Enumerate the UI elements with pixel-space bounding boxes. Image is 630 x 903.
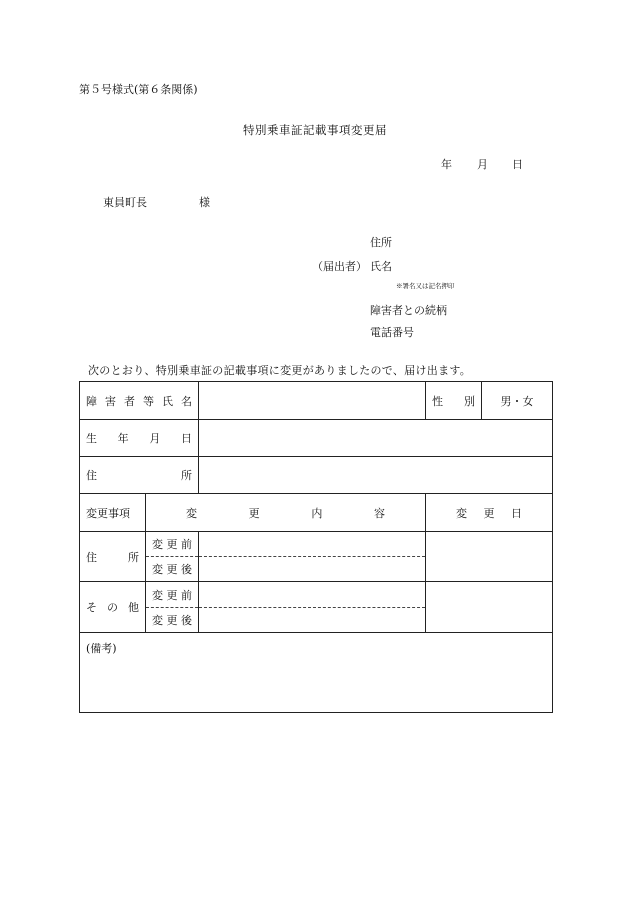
addressee-honorific: 様 xyxy=(199,196,210,209)
address-before-label: 変 更 前 xyxy=(146,532,199,557)
gender-label: 性 別 xyxy=(426,382,482,420)
form-title: 特別乗車証記載事項変更届 xyxy=(243,123,387,137)
relationship-label: 障害者との続柄 xyxy=(370,304,447,317)
person-name-label: 障 害 者 等 氏 名 xyxy=(80,382,199,420)
table-row xyxy=(80,420,553,457)
date-year-label: 年 xyxy=(441,158,452,171)
other-change-date-field[interactable] xyxy=(426,582,553,633)
addressee xyxy=(103,194,210,210)
change-item-header: 変更事項 xyxy=(80,494,146,532)
remarks-field[interactable] xyxy=(80,633,553,713)
change-content-header: 変 更 内 容 xyxy=(146,494,426,532)
table-row xyxy=(80,457,553,494)
intro-text: 次のとおり、特別乗車証の記載事項に変更がありましたので、届け出ます。 xyxy=(88,364,472,377)
address-change-label: 住 所 xyxy=(80,532,146,582)
addressee-name: 東員町長 xyxy=(103,196,147,209)
table-row xyxy=(80,494,553,532)
applicant-label: （届出者） xyxy=(312,260,367,273)
birthdate-label: 生 年 月 日 xyxy=(80,420,199,457)
applicant-name-label: 氏名 xyxy=(370,260,392,273)
form-number: 第５号様式(第６条関係) xyxy=(79,83,198,96)
gender-options[interactable]: 男・女 xyxy=(482,382,553,420)
phone-label: 電話番号 xyxy=(370,326,414,339)
change-form-table xyxy=(79,381,553,713)
address-label: 住 所 xyxy=(80,457,199,494)
other-before-label: 変 更 前 xyxy=(146,582,199,608)
other-after-label: 変 更 後 xyxy=(146,608,199,633)
applicant-address-label: 住所 xyxy=(370,236,392,249)
other-before-field[interactable] xyxy=(199,582,426,608)
table-row xyxy=(80,532,553,557)
date-month-label: 月 xyxy=(477,158,488,171)
birthdate-field[interactable] xyxy=(199,420,553,457)
address-change-date-field[interactable] xyxy=(426,532,553,582)
table-row xyxy=(80,382,553,420)
address-after-label: 変 更 後 xyxy=(146,557,199,582)
other-change-label: そ の 他 xyxy=(80,582,146,633)
change-date-header: 変 更 日 xyxy=(426,494,553,532)
address-field[interactable] xyxy=(199,457,553,494)
address-after-field[interactable] xyxy=(199,557,426,582)
table-row xyxy=(80,633,553,713)
table-row xyxy=(80,582,553,608)
date-day-label: 日 xyxy=(512,158,523,171)
signature-note: ※署名又は記名押印 xyxy=(396,282,455,290)
person-name-field[interactable] xyxy=(199,382,426,420)
address-before-field[interactable] xyxy=(199,532,426,557)
other-after-field[interactable] xyxy=(199,608,426,633)
remarks-label: (備考) xyxy=(86,642,117,655)
